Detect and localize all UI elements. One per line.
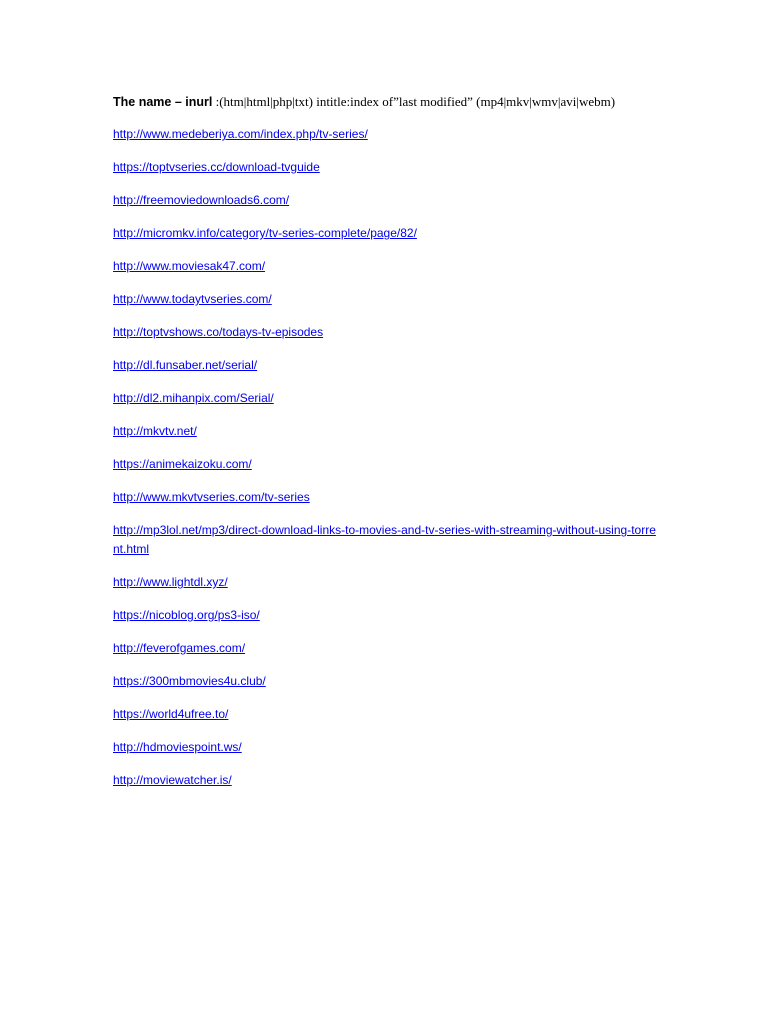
list-item <box>113 158 658 177</box>
search-query-heading <box>113 93 733 111</box>
list-item <box>113 672 658 691</box>
list-item <box>113 771 658 790</box>
url-link[interactable]: https://toptvseries.cc/download-tvguide <box>113 160 320 174</box>
list-item <box>113 639 658 658</box>
list-item <box>113 356 658 375</box>
url-link[interactable]: http://feverofgames.com/ <box>113 641 246 655</box>
url-link[interactable]: https://animekaizoku.com/ <box>113 457 252 471</box>
url-link[interactable]: https://300mbmovies4u.club/ <box>113 674 266 688</box>
list-item <box>113 455 658 474</box>
list-item <box>113 389 658 408</box>
url-link[interactable]: https://nicoblog.org/ps3-iso/ <box>113 608 260 622</box>
url-link[interactable]: https://world4ufree.to/ <box>113 707 229 721</box>
list-item <box>113 488 658 507</box>
heading-query-text: :(htm|html|php|txt) intitle:index of”last modified” (mp4|mkv|wmv|avi|webm) <box>212 94 616 109</box>
url-link[interactable]: http://freemoviedownloads6.com/ <box>113 193 290 207</box>
url-link[interactable]: http://www.moviesak47.com/ <box>113 259 266 273</box>
list-item <box>113 521 658 559</box>
list-item <box>113 323 658 342</box>
list-item <box>113 257 658 276</box>
list-item <box>113 422 658 441</box>
url-link[interactable]: http://dl.funsaber.net/serial/ <box>113 358 258 372</box>
url-link[interactable]: http://toptvshows.co/todays-tv-episodes <box>113 325 324 339</box>
url-link[interactable]: http://www.lightdl.xyz/ <box>113 575 228 589</box>
list-item <box>113 191 658 210</box>
url-link[interactable]: http://www.mkvtvseries.com/tv-series <box>113 490 310 504</box>
url-link[interactable]: http://www.todaytvseries.com/ <box>113 292 272 306</box>
list-item <box>113 290 658 309</box>
list-item <box>113 738 658 757</box>
list-item <box>113 224 658 243</box>
list-item <box>113 125 658 144</box>
list-item <box>113 705 658 724</box>
url-link[interactable]: http://moviewatcher.is/ <box>113 773 232 787</box>
heading-label: The name – inurl <box>113 95 213 109</box>
url-link[interactable]: http://hdmoviespoint.ws/ <box>113 740 242 754</box>
url-link[interactable]: http://mp3lol.net/mp3/direct-download-links-to-movies-and-tv-series-with-streaming-without-using-torrent.html <box>113 523 656 556</box>
list-item <box>113 606 658 625</box>
url-link[interactable]: http://micromkv.info/category/tv-series-complete/page/82/ <box>113 226 417 240</box>
list-item <box>113 573 658 592</box>
link-list <box>113 125 658 804</box>
url-link[interactable]: http://www.medeberiya.com/index.php/tv-series/ <box>113 127 368 141</box>
url-link[interactable]: http://mkvtv.net/ <box>113 424 197 438</box>
url-link[interactable]: http://dl2.mihanpix.com/Serial/ <box>113 391 274 405</box>
